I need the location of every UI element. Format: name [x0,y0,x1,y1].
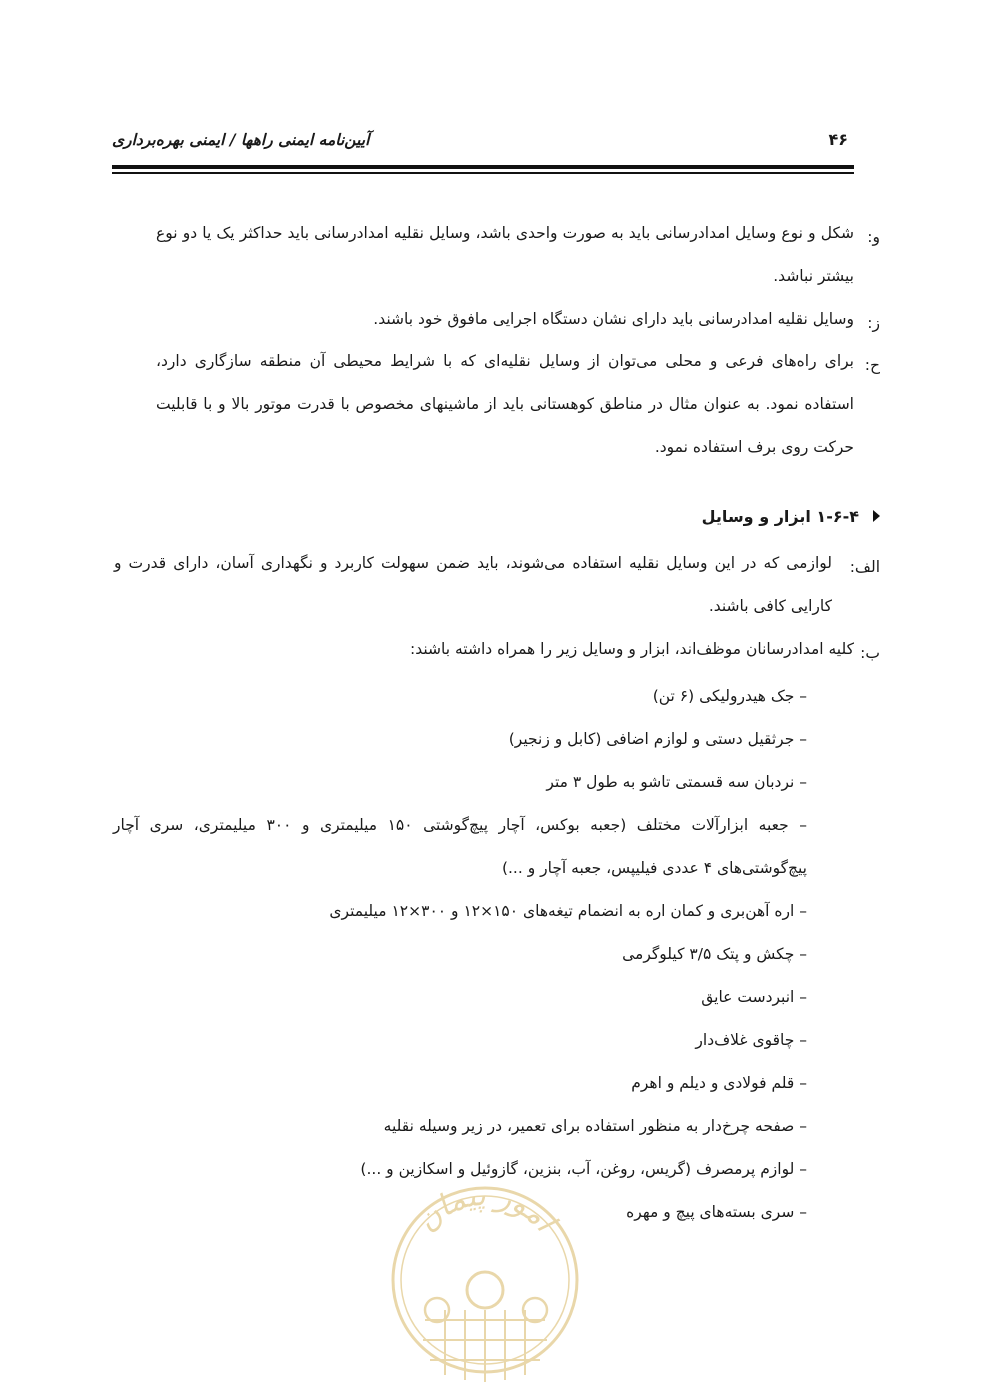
tool-list-item: – قلم فولادی و دیلم و اهرم [631,1074,807,1092]
item-be-text: کلیه امدادرسانان موظف‌اند، ابزار و وسایل زیر را همراه داشته باشند: [410,640,854,658]
tool-list-item: – صفحه چرخ‌دار به منظور استفاده برای تعمیر، در زیر وسیله نقلیه [383,1117,807,1135]
watermark-stamp-logo [385,1170,585,1388]
item-he-text: برای راه‌های فرعی و محلی می‌توان از وسایل نقلیه‌ای که با شرایط محیطی آن منطقه سازگاری دارد، استفاده نمود. به عنوان مثال در مناطق کوهستانی باید از ماشینهای مخصوص با قدرت موتور بالا و با قابلیت حرکت روی برف استفاده نمود. [156,352,854,456]
item-marker-he: ح: [864,356,880,374]
page-number: ۴۶ [828,130,848,149]
tool-list-item: – نردبان سه قسمتی تاشو به طول ۳ متر [546,773,807,791]
header-rule-thin [112,172,854,174]
item-marker-vav: و: [867,228,880,246]
tool-list-item: – جعبه ابزارآلات مختلف (جعبه بوکس، آچار پیچ‌گوشتی ۱۵۰ میلیمتری و ۳۰۰ میلیمتری، سری آچار پیچ‌گوشتی‌های ۴ عددی فیلیپس، جعبه آچار و ...) [113,816,807,877]
tool-list-item: – جرثقیل دستی و لوازم اضافی (کابل و زنجیر) [508,730,807,748]
header-rule-thick [112,165,854,169]
tool-list-item: – سری بسته‌های پیچ و مهره [626,1203,807,1221]
item-marker-alef: الف: [849,558,880,576]
section-heading [138,497,880,537]
tool-list-item: – اره آهن‌بری و کمان اره به انضمام تیغه‌های ۱۵۰×۱۲ و ۳۰۰×۱۲ میلیمتری [329,902,807,920]
running-header-title: آیین‌نامه ایمنی راهها / ایمنی بهره‌برداری [112,130,370,149]
tool-list-item: – چکش و پتک ۳/۵ کیلوگرمی [622,945,807,963]
tool-list-item: – انبردست عایق [701,988,807,1006]
item-marker-ze: ز: [867,314,880,332]
section-heading-text: ۱-۶-۴ ابزار و وسایل [701,507,859,526]
heading-arrow-icon [873,510,880,522]
item-ze-text: وسایل نقلیه امدادرسانی باید دارای نشان دستگاه اجرایی مافوق خود باشند. [373,310,854,328]
tool-list-item: – لوازم پرمصرف (گریس، روغن، آب، بنزین، گازوئیل و اسکازین و ...) [360,1160,807,1178]
item-vav-text: شکل و نوع وسایل امدادرسانی باید به صورت واحدی باشد، وسایل نقلیه امدادرسانی باید حداکثر یک یا دو نوع بیشتر نباشد. [156,224,854,285]
item-marker-be: ب: [860,644,880,662]
page-header [112,128,854,158]
watermark-text: امور پیمان [409,1177,562,1239]
item-alef-text: لوازمی که در این وسایل نقلیه استفاده می‌شوند، باید ضمن سهولت کاربرد و نگهداری آسان، دارای قدرت و کارایی کافی باشند. [114,554,832,615]
tool-list-item: – چاقوی غلاف‌دار [695,1031,807,1049]
tool-list-item: – جک هیدرولیکی (۶ تن) [652,687,807,705]
